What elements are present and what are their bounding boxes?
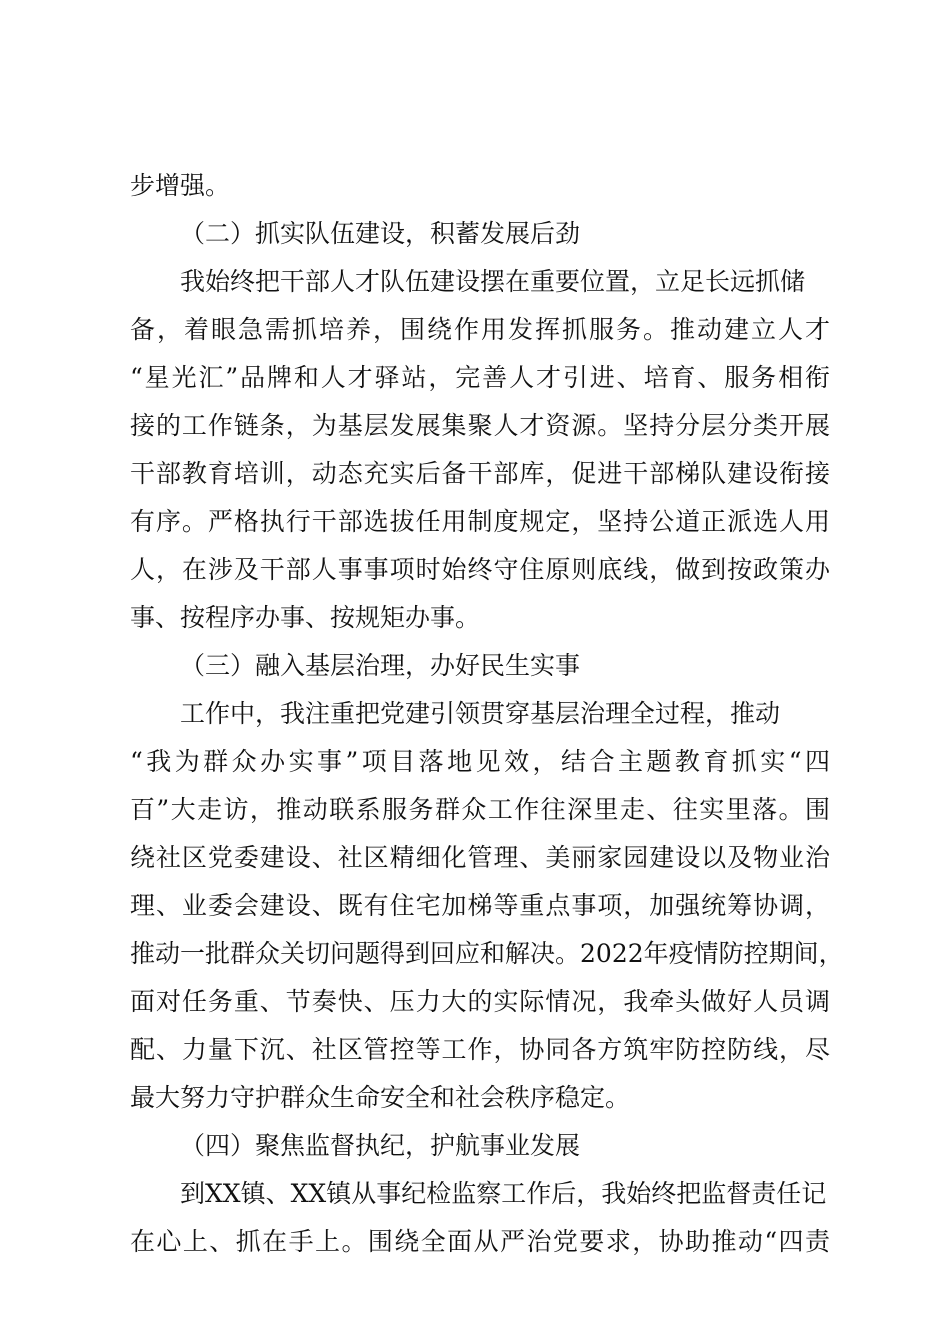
paragraph-line: 步增强。	[130, 171, 231, 200]
paragraph-line: 我始终把干部人才队伍建设摆在重要位置，立足长远抓储	[180, 267, 806, 296]
paragraph-line: 在心上、抓在手上。围绕全面从严治党要求，协助推动“四责	[130, 1227, 830, 1256]
paragraph-line: 配、力量下沉、社区管控等工作，协同各方筑牢防控防线，尽	[130, 1035, 830, 1064]
paragraph-line: 事、按程序办事、按规矩办事。	[130, 603, 481, 632]
section-heading: （三）融入基层治理，办好民生实事	[180, 651, 581, 680]
paragraph-line: 到XX镇、XX镇从事纪检监察工作后，我始终把监督责任记	[180, 1179, 827, 1208]
paragraph-line: 有序。严格执行干部选拔任用制度规定，坚持公道正派选人用	[130, 507, 830, 536]
paragraph-line: 工作中，我注重把党建引领贯穿基层治理全过程，推动	[180, 699, 781, 728]
paragraph-line: 推动一批群众关切问题得到回应和解决。2022年疫情防控期间，	[130, 939, 844, 968]
paragraph-line: 最大努力守护群众生命安全和社会秩序稳定。	[130, 1083, 631, 1112]
paragraph-line: “星光汇”品牌和人才驿站，完善人才引进、培育、服务相衔	[130, 363, 830, 392]
paragraph-line: 百”大走访，推动联系服务群众工作往深里走、往实里落。围	[130, 795, 830, 824]
paragraph-line: 备，着眼急需抓培养，围绕作用发挥抓服务。推动建立人才	[130, 315, 830, 344]
paragraph-line: 人，在涉及干部人事事项时始终守住原则底线，做到按政策办	[130, 555, 830, 584]
paragraph-line: 面对任务重、节奏快、压力大的实际情况，我牵头做好人员调	[130, 987, 830, 1016]
section-heading: （四）聚焦监督执纪，护航事业发展	[180, 1131, 581, 1160]
paragraph-line: 绕社区党委建设、社区精细化管理、美丽家园建设以及物业治	[130, 843, 830, 872]
paragraph-line: “我为群众办实事”项目落地见效，结合主题教育抓实“四	[130, 747, 830, 776]
paragraph-line: 理、业委会建设、既有住宅加梯等重点事项，加强统筹协调，	[130, 891, 830, 920]
paragraph-line: 干部教育培训，动态充实后备干部库，促进干部梯队建设衔接	[130, 459, 830, 488]
paragraph-line: 接的工作链条，为基层发展集聚人才资源。坚持分层分类开展	[130, 411, 830, 440]
section-heading: （二）抓实队伍建设，积蓄发展后劲	[180, 219, 581, 248]
